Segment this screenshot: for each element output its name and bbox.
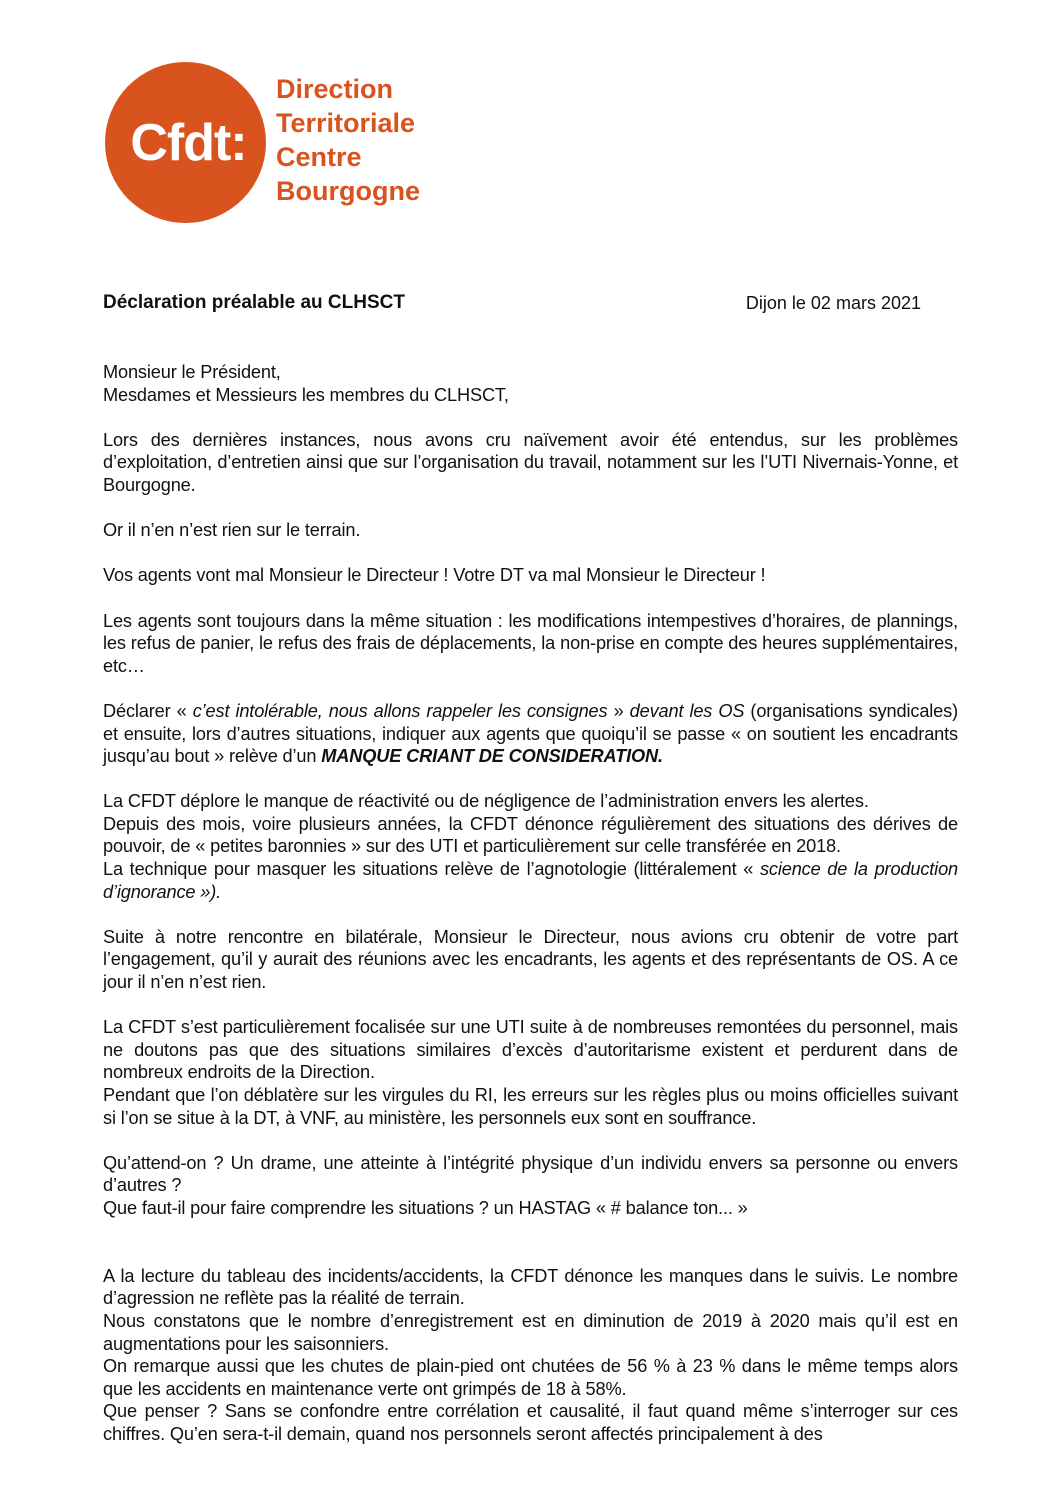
paragraph-3: Vos agents vont mal Monsieur le Directeur ! Votre DT va mal Monsieur le Directeur ! bbox=[103, 565, 766, 586]
p10-line-2: Nous constatons que le nombre d’enregistrement est en diminution de 2019 à 2020 mais qu’il est en augmentations pour les saisonniers. bbox=[103, 1310, 958, 1354]
paragraph-5 bbox=[103, 700, 958, 768]
document-title: Déclaration préalable au CLHSCT bbox=[103, 292, 405, 313]
paragraph-9 bbox=[103, 1152, 958, 1220]
p6-line-2: Depuis des mois, voire plusieurs années, la CFDT dénonce régulièrement des situations des dérives de pouvoir, de « petites baronnies » sur des UTI et particulièrement sur celle transférée en 2018. bbox=[103, 813, 958, 857]
p5-text-1: Déclarer « bbox=[103, 700, 193, 721]
org-line-1: Direction bbox=[276, 74, 394, 104]
paragraph-1: Lors des dernières instances, nous avons cru naïvement avoir été entendus, sur les problèmes d’exploitation, d’entretien ainsi que sur l’organisation du travail, notamment sur les l’UTI Nivernais-Yonne, et Bourgogne. bbox=[103, 429, 958, 495]
document-body bbox=[103, 361, 958, 1446]
p5-os-italic: devant les OS bbox=[629, 700, 745, 721]
paragraph-7: Suite à notre rencontre en bilatérale, Monsieur le Directeur, nous avions cru obtenir de votre part l’engagement, qu’il y aurait des réunions avec les encadrants, les agents et des représentants de OS. A ce jour il n’en n’est rien. bbox=[103, 926, 958, 993]
salutation-line-1: Monsieur le Président, bbox=[103, 362, 281, 382]
p6-line-1: La CFDT déplore le manque de réactivité ou de négligence de l’administration envers les alertes. bbox=[103, 791, 869, 812]
salutation bbox=[103, 361, 958, 406]
salutation-line-2: Mesdames et Messieurs les membres du CLHSCT, bbox=[103, 384, 509, 405]
p6-line-3-italic: science de la production d’ignorance bbox=[103, 859, 959, 902]
title-row bbox=[103, 290, 921, 316]
paragraph-2: Or il n’en n’est rien sur le terrain. bbox=[103, 520, 361, 541]
p10-line-1: A la lecture du tableau des incidents/accidents, la CFDT dénonce les manques dans le suivis. Le nombre d’agression ne reflète pas la réalité de terrain. bbox=[103, 1265, 958, 1309]
p8-line-2: Pendant que l’on déblatère sur les virgules du RI, les erreurs sur les règles plus ou moins officielles suivant si l’on se situe à la DT, à VNF, au ministère, les personnels eux sont en souffrance. bbox=[103, 1085, 958, 1128]
org-line-4: Bourgogne bbox=[276, 176, 420, 206]
p6-line-3 bbox=[103, 858, 958, 903]
p6-line-3-close: »). bbox=[195, 881, 222, 902]
paragraph-4: Les agents sont toujours dans la même situation : les modifications intempestives d’horaires, de plannings, les refus de panier, le refus des frais de déplacements, la non-prise en compte des heures supplémentaires, etc… bbox=[103, 610, 958, 676]
p5-quote-italic: c’est intolérable, nous allons rappeler les consignes bbox=[192, 700, 608, 721]
p6-line-3-text: La technique pour masquer les situations relève de l’agnotologie (littéralement « bbox=[103, 859, 760, 880]
p10-line-4: Que penser ? Sans se confondre entre corrélation et causalité, il faut quand même s’interroger sur ces chiffres. Qu’en sera-t-il demain, quand nos personnels seront affectés principalement à des bbox=[103, 1401, 958, 1444]
p5-emphasis: MANQUE CRIANT DE CONSIDERATION. bbox=[321, 746, 663, 767]
organization-name bbox=[276, 72, 420, 208]
paragraph-6 bbox=[103, 790, 958, 903]
logo-text: Cfdt: bbox=[130, 113, 247, 172]
p9-line-1: Qu’attend-on ? Un drame, une atteinte à l’intégrité physique d’un individu envers sa personne ou envers d’autres ? bbox=[103, 1152, 958, 1196]
paragraph-8 bbox=[103, 1016, 958, 1129]
org-line-2: Territoriale bbox=[276, 108, 416, 138]
p5-text-2: » bbox=[607, 700, 630, 721]
place-date: Dijon le 02 mars 2021 bbox=[745, 293, 921, 313]
p10-line-3: On remarque aussi que les chutes de plain-pied ont chutées de 56 % à 23 % dans le même temps alors que les accidents en maintenance verte ont grimpés de 18 à 58%. bbox=[103, 1356, 958, 1399]
cfdt-logo bbox=[105, 62, 266, 223]
p5-text-3: (organisations syndicales) et ensuite, lors d’autres situations, indiquer aux agents que quoiqu’il se passe « on soutient les encadrants jusqu’au bout » relève d’un bbox=[103, 700, 958, 767]
p8-line-1: La CFDT s’est particulièrement focalisée sur une UTI suite à de nombreuses remontées du personnel, mais ne doutons pas que des situations similaires d’excès d’autoritarisme existent et perdurent dans de nombreux endroits de la Direction. bbox=[103, 1017, 958, 1083]
p9-line-2: Que faut-il pour faire comprendre les situations ? un HASTAG « # balance ton... » bbox=[103, 1197, 748, 1218]
org-line-3: Centre bbox=[276, 142, 362, 172]
paragraph-10 bbox=[103, 1265, 958, 1446]
